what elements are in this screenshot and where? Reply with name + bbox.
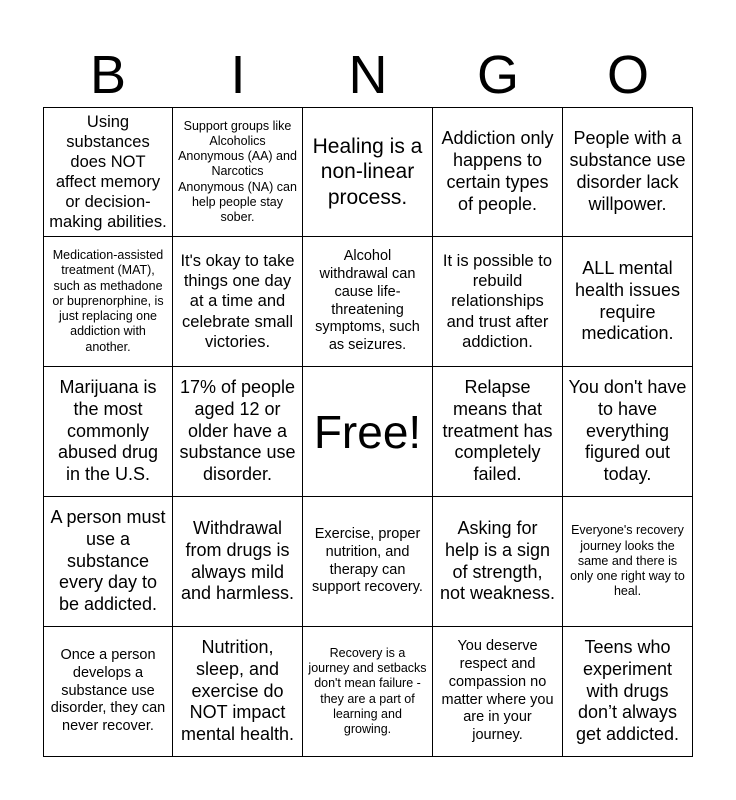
header-letter-n: N (348, 45, 388, 105)
bingo-cell[interactable]: Marijuana is the most commonly abused drug in the U.S. (43, 367, 173, 497)
header-letter-o: O (606, 45, 649, 105)
bingo-cell[interactable]: A person must use a substance every day to be addicted. (43, 497, 173, 627)
bingo-cell[interactable]: Support groups like Alcoholics Anonymous (AA) and Narcotics Anonymous (NA) can help people stay sober. (173, 107, 303, 237)
bingo-cell[interactable]: Exercise, proper nutrition, and therapy can support recovery. (303, 497, 433, 627)
bingo-cell[interactable]: Withdrawal from drugs is always mild and harmless. (173, 497, 303, 627)
bingo-cell[interactable]: It is possible to rebuild relationships and trust after addiction. (433, 237, 563, 367)
bingo-cell[interactable]: Recovery is a journey and setbacks don't mean failure - they are a part of learning and growing. (303, 627, 433, 757)
header-letter-b: B (89, 45, 127, 105)
bingo-cell[interactable]: Teens who experiment with drugs don’t always get addicted. (563, 627, 693, 757)
bingo-grid (43, 107, 693, 757)
header-letter-g: G (476, 45, 519, 105)
bingo-cell[interactable]: Using substances does NOT affect memory or decision-making abilities. (43, 107, 173, 237)
bingo-cell[interactable]: Once a person develops a substance use disorder, they can never recover. (43, 627, 173, 757)
bingo-cell[interactable]: Relapse means that treatment has completely failed. (433, 367, 563, 497)
bingo-cell[interactable]: Nutrition, sleep, and exercise do NOT impact mental health. (173, 627, 303, 757)
bingo-cell[interactable]: Asking for help is a sign of strength, not weakness. (433, 497, 563, 627)
header-letter-i: I (230, 45, 246, 105)
bingo-cell[interactable]: People with a substance use disorder lack willpower. (563, 107, 693, 237)
bingo-cell[interactable]: Medication-assisted treatment (MAT), such as methadone or buprenorphine, is just replacing one addiction with another. (43, 237, 173, 367)
free-space-cell[interactable]: Free! (303, 367, 433, 497)
bingo-cell[interactable]: ALL mental health issues require medication. (563, 237, 693, 367)
bingo-cell[interactable]: You don't have to have everything figured out today. (563, 367, 693, 497)
bingo-cell[interactable]: 17% of people aged 12 or older have a substance use disorder. (173, 367, 303, 497)
bingo-cell[interactable]: Everyone's recovery journey looks the same and there is only one right way to heal. (563, 497, 693, 627)
bingo-cell[interactable]: You deserve respect and compassion no matter where you are in your journey. (433, 627, 563, 757)
bingo-cell[interactable]: Addiction only happens to certain types of people. (433, 107, 563, 237)
bingo-cell[interactable]: Alcohol withdrawal can cause life-threatening symptoms, such as seizures. (303, 237, 433, 367)
bingo-cell[interactable]: It's okay to take things one day at a time and celebrate small victories. (173, 237, 303, 367)
bingo-header (43, 44, 693, 106)
bingo-cell[interactable]: Healing is a non-linear process. (303, 107, 433, 237)
